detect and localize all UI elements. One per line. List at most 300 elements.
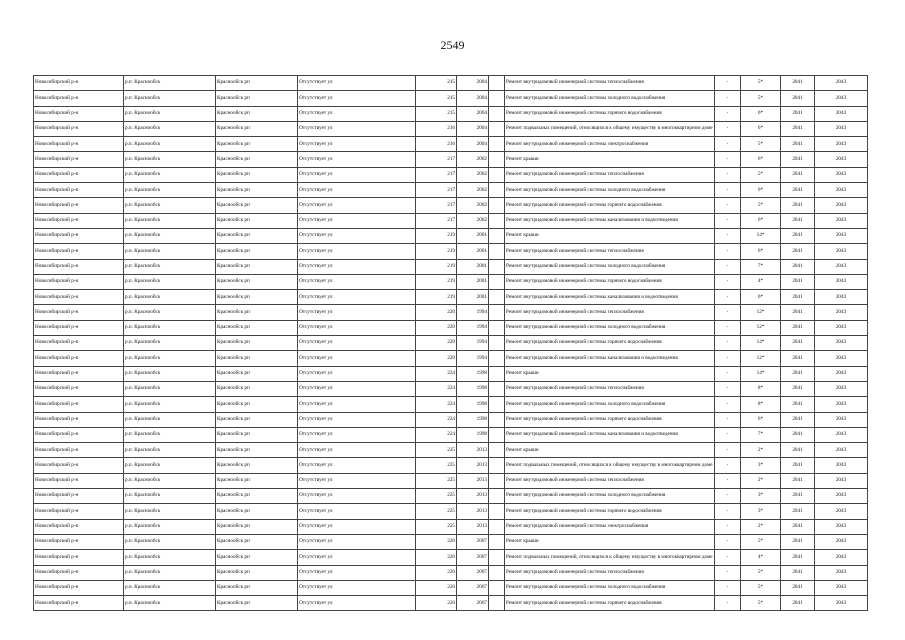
build-year-cell: 2004	[457, 137, 489, 152]
house-number-cell: 224	[416, 397, 457, 412]
locality-cell: Краснообск рп	[216, 259, 298, 274]
dash-cell: -	[715, 596, 741, 611]
empty-cell	[489, 198, 505, 213]
street-cell: Отсутствует ул	[298, 381, 416, 396]
dash-cell: -	[715, 443, 741, 458]
house-number-cell: 217	[416, 213, 457, 228]
table-row	[34, 473, 868, 488]
settlement-cell: р.п. Краснообск	[124, 381, 216, 396]
dash-cell: -	[715, 565, 741, 580]
settlement-cell: р.п. Краснообск	[124, 489, 216, 504]
code-cell: 5*	[741, 596, 781, 611]
end-year-cell: 2043	[815, 167, 868, 182]
settlement-cell: р.п. Краснообск	[124, 443, 216, 458]
code-cell: 5*	[741, 137, 781, 152]
build-year-cell: 2007	[457, 565, 489, 580]
work-type-cell: Ремонт крыши	[505, 228, 715, 243]
house-number-cell: 224	[416, 366, 457, 381]
table-row	[34, 489, 868, 504]
street-cell: Отсутствует ул	[298, 91, 416, 106]
start-year-cell: 2041	[781, 550, 815, 565]
house-number-cell: 217	[416, 152, 457, 167]
street-cell: Отсутствует ул	[298, 351, 416, 366]
empty-cell	[489, 443, 505, 458]
work-type-cell: Ремонт внутридомовой инженерной системы холодного водоснабжения	[505, 259, 715, 274]
table-row	[34, 534, 868, 549]
locality-cell: Краснообск рп	[216, 427, 298, 442]
settlement-cell: р.п. Краснообск	[124, 504, 216, 519]
street-cell: Отсутствует ул	[298, 106, 416, 121]
code-cell: 3*	[741, 504, 781, 519]
locality-cell: Краснообск рп	[216, 183, 298, 198]
dash-cell: -	[715, 550, 741, 565]
empty-cell	[489, 183, 505, 198]
code-cell: 8*	[741, 397, 781, 412]
work-type-cell: Ремонт внутридомовой инженерной системы канализования и водоотведения	[505, 290, 715, 305]
street-cell: Отсутствует ул	[298, 489, 416, 504]
empty-cell	[489, 397, 505, 412]
build-year-cell: 2004	[457, 106, 489, 121]
house-number-cell: 217	[416, 198, 457, 213]
code-cell: 5*	[741, 198, 781, 213]
house-number-cell: 225	[416, 458, 457, 473]
build-year-cell: 2013	[457, 504, 489, 519]
build-year-cell: 1994	[457, 351, 489, 366]
street-cell: Отсутствует ул	[298, 443, 416, 458]
code-cell: 5*	[741, 91, 781, 106]
dash-cell: -	[715, 412, 741, 427]
street-cell: Отсутствует ул	[298, 596, 416, 611]
settlement-cell: р.п. Краснообск	[124, 397, 216, 412]
settlement-cell: р.п. Краснообск	[124, 259, 216, 274]
locality-cell: Краснообск рп	[216, 351, 298, 366]
start-year-cell: 2041	[781, 320, 815, 335]
work-type-cell: Ремонт крыши	[505, 443, 715, 458]
settlement-cell: р.п. Краснообск	[124, 366, 216, 381]
end-year-cell: 2043	[815, 213, 868, 228]
code-cell: 5*	[741, 534, 781, 549]
street-cell: Отсутствует ул	[298, 320, 416, 335]
district-cell: Новосибирский р-н	[34, 412, 124, 427]
start-year-cell: 2041	[781, 244, 815, 259]
street-cell: Отсутствует ул	[298, 244, 416, 259]
code-cell: 4*	[741, 274, 781, 289]
settlement-cell: р.п. Краснообск	[124, 550, 216, 565]
build-year-cell: 2004	[457, 121, 489, 136]
street-cell: Отсутствует ул	[298, 152, 416, 167]
build-year-cell: 1998	[457, 366, 489, 381]
house-number-cell: 215	[416, 91, 457, 106]
locality-cell: Краснообск рп	[216, 397, 298, 412]
locality-cell: Краснообск рп	[216, 290, 298, 305]
settlement-cell: р.п. Краснообск	[124, 473, 216, 488]
house-number-cell: 219	[416, 244, 457, 259]
settlement-cell: р.п. Краснообск	[124, 106, 216, 121]
work-type-cell: Ремонт внутридомовой инженерной системы теплоснабжения	[505, 76, 715, 91]
table-row	[34, 198, 868, 213]
dash-cell: -	[715, 228, 741, 243]
end-year-cell: 2043	[815, 366, 868, 381]
dash-cell: -	[715, 152, 741, 167]
house-number-cell: 219	[416, 290, 457, 305]
work-type-cell: Ремонт подвальных помещений, относящихся к общему имуществу в многоквартирном доме	[505, 458, 715, 473]
district-cell: Новосибирский р-н	[34, 580, 124, 595]
work-type-cell: Ремонт крыши	[505, 366, 715, 381]
table-row	[34, 274, 868, 289]
empty-cell	[489, 106, 505, 121]
end-year-cell: 2043	[815, 427, 868, 442]
work-type-cell: Ремонт внутридомовой инженерной системы горячего водоснабжения	[505, 412, 715, 427]
table-row	[34, 91, 868, 106]
district-cell: Новосибирский р-н	[34, 336, 124, 351]
code-cell: 8*	[741, 381, 781, 396]
end-year-cell: 2043	[815, 381, 868, 396]
end-year-cell: 2043	[815, 152, 868, 167]
settlement-cell: р.п. Краснообск	[124, 152, 216, 167]
empty-cell	[489, 519, 505, 534]
work-type-cell: Ремонт крыши	[505, 152, 715, 167]
end-year-cell: 2043	[815, 336, 868, 351]
district-cell: Новосибирский р-н	[34, 443, 124, 458]
district-cell: Новосибирский р-н	[34, 183, 124, 198]
settlement-cell: р.п. Краснообск	[124, 290, 216, 305]
street-cell: Отсутствует ул	[298, 336, 416, 351]
end-year-cell: 2043	[815, 550, 868, 565]
start-year-cell: 2041	[781, 121, 815, 136]
empty-cell	[489, 427, 505, 442]
dash-cell: -	[715, 397, 741, 412]
start-year-cell: 2041	[781, 366, 815, 381]
house-number-cell: 224	[416, 412, 457, 427]
table-row	[34, 596, 868, 611]
end-year-cell: 2043	[815, 565, 868, 580]
start-year-cell: 2041	[781, 565, 815, 580]
end-year-cell: 2043	[815, 106, 868, 121]
dash-cell: -	[715, 473, 741, 488]
dash-cell: -	[715, 381, 741, 396]
code-cell: 12*	[741, 320, 781, 335]
locality-cell: Краснообск рп	[216, 366, 298, 381]
settlement-cell: р.п. Краснообск	[124, 183, 216, 198]
start-year-cell: 2041	[781, 351, 815, 366]
empty-cell	[489, 534, 505, 549]
district-cell: Новосибирский р-н	[34, 550, 124, 565]
empty-cell	[489, 336, 505, 351]
empty-cell	[489, 550, 505, 565]
end-year-cell: 2043	[815, 228, 868, 243]
work-type-cell: Ремонт подвальных помещений, относящихся к общему имуществу в многоквартирном доме	[505, 550, 715, 565]
work-type-cell: Ремонт внутридомовой инженерной системы горячего водоснабжения	[505, 106, 715, 121]
dash-cell: -	[715, 76, 741, 91]
end-year-cell: 2043	[815, 290, 868, 305]
table-row	[34, 259, 868, 274]
work-type-cell: Ремонт внутридомовой инженерной системы теплоснабжения	[505, 305, 715, 320]
empty-cell	[489, 152, 505, 167]
street-cell: Отсутствует ул	[298, 458, 416, 473]
code-cell: 14*	[741, 228, 781, 243]
build-year-cell: 1994	[457, 336, 489, 351]
district-cell: Новосибирский р-н	[34, 213, 124, 228]
end-year-cell: 2043	[815, 458, 868, 473]
settlement-cell: р.п. Краснообск	[124, 167, 216, 182]
build-year-cell: 2001	[457, 228, 489, 243]
end-year-cell: 2043	[815, 412, 868, 427]
code-cell: 2*	[741, 443, 781, 458]
build-year-cell: 2013	[457, 443, 489, 458]
build-year-cell: 2007	[457, 534, 489, 549]
code-cell: 12*	[741, 351, 781, 366]
district-cell: Новосибирский р-н	[34, 596, 124, 611]
street-cell: Отсутствует ул	[298, 305, 416, 320]
build-year-cell: 2007	[457, 550, 489, 565]
empty-cell	[489, 76, 505, 91]
work-type-cell: Ремонт внутридомовой инженерной системы теплоснабжения	[505, 381, 715, 396]
locality-cell: Краснообск рп	[216, 565, 298, 580]
district-cell: Новосибирский р-н	[34, 504, 124, 519]
locality-cell: Краснообск рп	[216, 198, 298, 213]
locality-cell: Краснообск рп	[216, 274, 298, 289]
dash-cell: -	[715, 167, 741, 182]
empty-cell	[489, 504, 505, 519]
house-number-cell: 219	[416, 228, 457, 243]
street-cell: Отсутствует ул	[298, 213, 416, 228]
street-cell: Отсутствует ул	[298, 565, 416, 580]
empty-cell	[489, 580, 505, 595]
code-cell: 6*	[741, 412, 781, 427]
table-row	[34, 519, 868, 534]
dash-cell: -	[715, 458, 741, 473]
locality-cell: Краснообск рп	[216, 106, 298, 121]
district-cell: Новосибирский р-н	[34, 489, 124, 504]
settlement-cell: р.п. Краснообск	[124, 412, 216, 427]
build-year-cell: 2001	[457, 274, 489, 289]
table-row	[34, 183, 868, 198]
build-year-cell: 2001	[457, 244, 489, 259]
locality-cell: Краснообск рп	[216, 91, 298, 106]
dash-cell: -	[715, 259, 741, 274]
table-row	[34, 504, 868, 519]
work-type-cell: Ремонт внутридомовой инженерной системы теплоснабжения	[505, 167, 715, 182]
district-cell: Новосибирский р-н	[34, 427, 124, 442]
empty-cell	[489, 91, 505, 106]
locality-cell: Краснообск рп	[216, 336, 298, 351]
empty-cell	[489, 458, 505, 473]
build-year-cell: 2007	[457, 596, 489, 611]
house-number-cell: 224	[416, 427, 457, 442]
empty-cell	[489, 213, 505, 228]
build-year-cell: 1998	[457, 397, 489, 412]
work-type-cell: Ремонт внутридомовой инженерной системы теплоснабжения	[505, 565, 715, 580]
empty-cell	[489, 596, 505, 611]
locality-cell: Краснообск рп	[216, 121, 298, 136]
table-row	[34, 336, 868, 351]
house-number-cell: 225	[416, 504, 457, 519]
table-row	[34, 550, 868, 565]
code-cell: 12*	[741, 305, 781, 320]
house-number-cell: 225	[416, 489, 457, 504]
table-row	[34, 320, 868, 335]
work-type-cell: Ремонт крыши	[505, 534, 715, 549]
start-year-cell: 2041	[781, 580, 815, 595]
street-cell: Отсутствует ул	[298, 198, 416, 213]
dash-cell: -	[715, 91, 741, 106]
empty-cell	[489, 489, 505, 504]
locality-cell: Краснообск рп	[216, 381, 298, 396]
end-year-cell: 2043	[815, 183, 868, 198]
build-year-cell: 2001	[457, 290, 489, 305]
house-number-cell: 220	[416, 336, 457, 351]
locality-cell: Краснообск рп	[216, 244, 298, 259]
start-year-cell: 2041	[781, 596, 815, 611]
build-year-cell: 2002	[457, 152, 489, 167]
code-cell: 5*	[741, 76, 781, 91]
start-year-cell: 2041	[781, 290, 815, 305]
settlement-cell: р.п. Краснообск	[124, 121, 216, 136]
dash-cell: -	[715, 427, 741, 442]
house-number-cell: 226	[416, 580, 457, 595]
district-cell: Новосибирский р-н	[34, 106, 124, 121]
empty-cell	[489, 473, 505, 488]
code-cell: 14*	[741, 366, 781, 381]
build-year-cell: 2002	[457, 213, 489, 228]
start-year-cell: 2041	[781, 427, 815, 442]
locality-cell: Краснообск рп	[216, 213, 298, 228]
end-year-cell: 2043	[815, 320, 868, 335]
empty-cell	[489, 366, 505, 381]
end-year-cell: 2043	[815, 274, 868, 289]
code-cell: 7*	[741, 427, 781, 442]
code-cell: 6*	[741, 183, 781, 198]
build-year-cell: 2013	[457, 489, 489, 504]
start-year-cell: 2041	[781, 412, 815, 427]
work-type-cell: Ремонт внутридомовой инженерной системы горячего водоснабжения	[505, 274, 715, 289]
district-cell: Новосибирский р-н	[34, 121, 124, 136]
work-type-cell: Ремонт внутридомовой инженерной системы канализования и водоотведения	[505, 351, 715, 366]
dash-cell: -	[715, 504, 741, 519]
district-cell: Новосибирский р-н	[34, 519, 124, 534]
locality-cell: Краснообск рп	[216, 305, 298, 320]
start-year-cell: 2041	[781, 381, 815, 396]
code-cell: 6*	[741, 244, 781, 259]
start-year-cell: 2041	[781, 458, 815, 473]
street-cell: Отсутствует ул	[298, 121, 416, 136]
district-cell: Новосибирский р-н	[34, 351, 124, 366]
build-year-cell: 2001	[457, 259, 489, 274]
district-cell: Новосибирский р-н	[34, 381, 124, 396]
build-year-cell: 2004	[457, 76, 489, 91]
start-year-cell: 2041	[781, 228, 815, 243]
district-cell: Новосибирский р-н	[34, 274, 124, 289]
settlement-cell: р.п. Краснообск	[124, 76, 216, 91]
code-cell: 2*	[741, 519, 781, 534]
house-number-cell: 217	[416, 167, 457, 182]
table-row	[34, 244, 868, 259]
code-cell: 5*	[741, 580, 781, 595]
district-cell: Новосибирский р-н	[34, 167, 124, 182]
build-year-cell: 1994	[457, 305, 489, 320]
house-number-cell: 220	[416, 351, 457, 366]
settlement-cell: р.п. Краснообск	[124, 427, 216, 442]
code-cell: 5*	[741, 565, 781, 580]
house-number-cell: 216	[416, 137, 457, 152]
house-number-cell: 216	[416, 121, 457, 136]
end-year-cell: 2043	[815, 443, 868, 458]
district-cell: Новосибирский р-н	[34, 397, 124, 412]
build-year-cell: 2002	[457, 198, 489, 213]
end-year-cell: 2043	[815, 397, 868, 412]
empty-cell	[489, 228, 505, 243]
settlement-cell: р.п. Краснообск	[124, 580, 216, 595]
dash-cell: -	[715, 305, 741, 320]
start-year-cell: 2041	[781, 473, 815, 488]
street-cell: Отсутствует ул	[298, 473, 416, 488]
start-year-cell: 2041	[781, 106, 815, 121]
end-year-cell: 2043	[815, 519, 868, 534]
empty-cell	[489, 320, 505, 335]
start-year-cell: 2041	[781, 489, 815, 504]
empty-cell	[489, 121, 505, 136]
end-year-cell: 2043	[815, 137, 868, 152]
code-cell: 2*	[741, 473, 781, 488]
locality-cell: Краснообск рп	[216, 76, 298, 91]
start-year-cell: 2041	[781, 76, 815, 91]
end-year-cell: 2043	[815, 76, 868, 91]
end-year-cell: 2043	[815, 473, 868, 488]
empty-cell	[489, 305, 505, 320]
table-row	[34, 427, 868, 442]
street-cell: Отсутствует ул	[298, 167, 416, 182]
locality-cell: Краснообск рп	[216, 519, 298, 534]
empty-cell	[489, 167, 505, 182]
street-cell: Отсутствует ул	[298, 519, 416, 534]
end-year-cell: 2043	[815, 91, 868, 106]
street-cell: Отсутствует ул	[298, 76, 416, 91]
code-cell: 4*	[741, 550, 781, 565]
start-year-cell: 2041	[781, 152, 815, 167]
settlement-cell: р.п. Краснообск	[124, 351, 216, 366]
settlement-cell: р.п. Краснообск	[124, 565, 216, 580]
start-year-cell: 2041	[781, 198, 815, 213]
house-number-cell: 226	[416, 534, 457, 549]
street-cell: Отсутствует ул	[298, 412, 416, 427]
table-row	[34, 397, 868, 412]
house-number-cell: 225	[416, 473, 457, 488]
start-year-cell: 2041	[781, 183, 815, 198]
dash-cell: -	[715, 198, 741, 213]
empty-cell	[489, 381, 505, 396]
dash-cell: -	[715, 106, 741, 121]
table-row	[34, 167, 868, 182]
work-type-cell: Ремонт внутридомовой инженерной системы холодного водоснабжения	[505, 397, 715, 412]
work-type-cell: Ремонт внутридомовой инженерной системы горячего водоснабжения	[505, 596, 715, 611]
district-cell: Новосибирский р-н	[34, 320, 124, 335]
table-row	[34, 443, 868, 458]
empty-cell	[489, 274, 505, 289]
dash-cell: -	[715, 519, 741, 534]
table-row	[34, 580, 868, 595]
house-number-cell: 220	[416, 305, 457, 320]
settlement-cell: р.п. Краснообск	[124, 458, 216, 473]
table-row	[34, 290, 868, 305]
end-year-cell: 2043	[815, 305, 868, 320]
start-year-cell: 2041	[781, 259, 815, 274]
locality-cell: Краснообск рп	[216, 489, 298, 504]
end-year-cell: 2043	[815, 121, 868, 136]
street-cell: Отсутствует ул	[298, 397, 416, 412]
district-cell: Новосибирский р-н	[34, 152, 124, 167]
settlement-cell: р.п. Краснообск	[124, 213, 216, 228]
house-number-cell: 220	[416, 320, 457, 335]
